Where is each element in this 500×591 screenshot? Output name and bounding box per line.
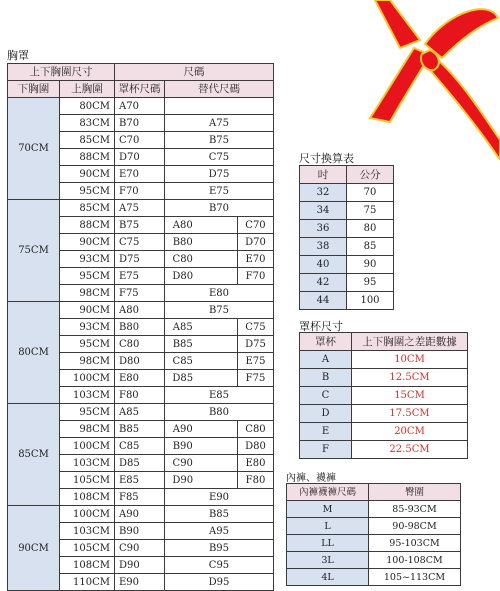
over-bust-cell: 98CM <box>60 421 115 438</box>
alt-size-cell: A75 <box>165 115 274 132</box>
row-value-cell: 100-108CM <box>369 552 461 569</box>
pants-table-title: 內褲、襪褲 <box>286 473 336 484</box>
row-value-cell: 20CM <box>352 423 468 441</box>
ribbon-bow-graphic <box>330 0 500 160</box>
table-row <box>8 302 274 319</box>
table-row <box>300 202 394 220</box>
alt-size-cell <box>201 472 238 489</box>
cup-table <box>299 332 468 459</box>
cup-size-cell: B90 <box>115 523 165 540</box>
row-key-cell: 4L <box>287 569 369 586</box>
over-bust-cell: 103CM <box>60 523 115 540</box>
cup-size-cell: E90 <box>115 574 165 591</box>
row-key-cell: B <box>300 369 352 387</box>
cup-size-cell: C85 <box>115 438 165 455</box>
alt-size-cell: D95 <box>165 574 274 591</box>
row-key-cell: D <box>300 405 352 423</box>
cup-size-cell: B80 <box>115 319 165 336</box>
cup-size-cell: F80 <box>115 387 165 404</box>
alt-size-cell: C95 <box>165 557 274 574</box>
over-bust-cell: 105CM <box>60 540 115 557</box>
alt-size-cell: E75 <box>238 353 274 370</box>
alt-size-cell: B75 <box>165 302 274 319</box>
row-value-cell: 85 <box>347 238 394 256</box>
alt-size-cell: E80 <box>165 285 274 302</box>
alt-size-cell: D90 <box>165 472 201 489</box>
over-bust-cell: 100CM <box>60 370 115 387</box>
conversion-table-title: 尺寸換算表 <box>299 152 354 165</box>
alt-size-cell: B85 <box>165 336 201 353</box>
row-key-cell: 36 <box>300 220 347 238</box>
table-row <box>300 274 394 292</box>
header-cell: 替代尺碼 <box>165 81 274 98</box>
row-value-cell: 17.5CM <box>352 405 468 423</box>
row-key-cell: E <box>300 423 352 441</box>
alt-size-cell: F75 <box>238 370 274 387</box>
alt-size-cell <box>201 370 238 387</box>
row-key-cell: M <box>287 501 369 518</box>
table-row <box>300 369 468 387</box>
alt-size-cell: A90 <box>165 421 201 438</box>
cup-size-cell: C75 <box>115 234 165 251</box>
alt-size-cell: E70 <box>238 251 274 268</box>
header-cell: 下胸圍 <box>8 81 60 98</box>
alt-size-cell <box>201 217 238 234</box>
cup-table-title: 罩杯尺寸 <box>299 320 343 333</box>
alt-size-cell: D70 <box>238 234 274 251</box>
over-bust-cell: 103CM <box>60 387 115 404</box>
alt-size-cell: C90 <box>165 455 201 472</box>
table-row <box>300 220 394 238</box>
cup-size-cell: F70 <box>115 183 165 200</box>
over-bust-cell: 95CM <box>60 336 115 353</box>
row-key-cell: A <box>300 351 352 369</box>
over-bust-cell: 98CM <box>60 285 115 302</box>
table-row <box>8 506 274 523</box>
table-row <box>300 238 394 256</box>
alt-size-cell: B75 <box>165 132 274 149</box>
row-value-cell: 22.5CM <box>352 441 468 459</box>
alt-size-cell: B80 <box>165 404 274 421</box>
row-value-cell: 15CM <box>352 387 468 405</box>
alt-size-cell: D75 <box>165 166 274 183</box>
alt-size-cell: D75 <box>238 336 274 353</box>
table-row <box>287 501 461 518</box>
alt-size-cell <box>201 438 238 455</box>
under-bust-cell: 85CM <box>8 404 60 506</box>
over-bust-cell: 90CM <box>60 234 115 251</box>
cup-size-cell: A85 <box>115 404 165 421</box>
row-value-cell: 105~113CM <box>369 569 461 586</box>
alt-size-cell <box>201 268 238 285</box>
row-value-cell: 90 <box>347 256 394 274</box>
header-row <box>300 166 394 184</box>
cup-size-cell: B70 <box>115 115 165 132</box>
under-bust-cell: 80CM <box>8 302 60 404</box>
row-key-cell: 32 <box>300 184 347 202</box>
cup-size-cell: C90 <box>115 540 165 557</box>
row-value-cell: 90-98CM <box>369 518 461 535</box>
over-bust-cell: 88CM <box>60 217 115 234</box>
alt-size-cell: C80 <box>165 251 201 268</box>
cup-size-cell: C80 <box>115 336 165 353</box>
table-row <box>287 518 461 535</box>
cup-size-cell: A80 <box>115 302 165 319</box>
row-key-cell: 3L <box>287 552 369 569</box>
table-row <box>8 404 274 421</box>
cup-size-cell: F75 <box>115 285 165 302</box>
over-bust-cell: 105CM <box>60 472 115 489</box>
cup-size-cell: F85 <box>115 489 165 506</box>
header-cell: 內褲襪褲尺碼 <box>287 484 369 501</box>
over-bust-cell: 103CM <box>60 455 115 472</box>
alt-size-cell: B90 <box>165 438 201 455</box>
over-bust-cell: 88CM <box>60 149 115 166</box>
row-key-cell: 42 <box>300 274 347 292</box>
row-value-cell: 12.5CM <box>352 369 468 387</box>
alt-size-cell <box>201 455 238 472</box>
header-cell: 上下胸圍尺寸 <box>8 64 115 81</box>
alt-size-cell: E85 <box>165 387 274 404</box>
over-bust-cell: 100CM <box>60 506 115 523</box>
alt-size-cell: E80 <box>238 455 274 472</box>
conversion-table <box>299 165 394 310</box>
over-bust-cell: 93CM <box>60 251 115 268</box>
cup-size-cell: E70 <box>115 166 165 183</box>
table-row <box>8 98 274 115</box>
over-bust-cell: 93CM <box>60 319 115 336</box>
alt-size-cell: B70 <box>165 200 274 217</box>
header-cell: 罩杯 <box>300 333 352 351</box>
over-bust-cell: 83CM <box>60 115 115 132</box>
header-cell: 臀圍 <box>369 484 461 501</box>
over-bust-cell: 85CM <box>60 132 115 149</box>
row-value-cell: 95-103CM <box>369 535 461 552</box>
table-row <box>300 351 468 369</box>
table-row <box>287 552 461 569</box>
row-value-cell: 95 <box>347 274 394 292</box>
over-bust-cell: 95CM <box>60 183 115 200</box>
table-row <box>300 256 394 274</box>
row-value-cell: 80 <box>347 220 394 238</box>
alt-size-cell: A95 <box>165 523 274 540</box>
under-bust-cell: 75CM <box>8 200 60 302</box>
alt-size-cell: B85 <box>165 506 274 523</box>
alt-size-cell: C80 <box>238 421 274 438</box>
header-cell: 尺碼 <box>115 64 274 81</box>
cup-size-cell: E75 <box>115 268 165 285</box>
under-bust-cell: 90CM <box>8 506 60 591</box>
cup-size-cell: C70 <box>115 132 165 149</box>
over-bust-cell: 110CM <box>60 574 115 591</box>
alt-size-cell <box>201 234 238 251</box>
cup-size-cell: D90 <box>115 557 165 574</box>
row-key-cell: 40 <box>300 256 347 274</box>
header-cell: 罩杯尺碼 <box>115 81 165 98</box>
cup-size-cell: B75 <box>115 217 165 234</box>
alt-size-cell: D85 <box>165 370 201 387</box>
cup-size-cell: D70 <box>115 149 165 166</box>
row-value-cell: 10CM <box>352 351 468 369</box>
main-table-title: 胸罩 <box>7 49 29 62</box>
header-cell: 上下胸圍之差距數據 <box>352 333 468 351</box>
alt-size-cell: B95 <box>165 540 274 557</box>
alt-size-cell <box>201 251 238 268</box>
over-bust-cell: 95CM <box>60 268 115 285</box>
alt-size-cell: C75 <box>238 319 274 336</box>
row-value-cell: 70 <box>347 184 394 202</box>
table-row <box>287 535 461 552</box>
alt-size-cell: D80 <box>238 438 274 455</box>
alt-size-cell: E90 <box>165 489 274 506</box>
header-row <box>8 64 274 81</box>
alt-size-cell: C75 <box>165 149 274 166</box>
table-row <box>300 423 468 441</box>
row-key-cell: F <box>300 441 352 459</box>
alt-size-cell: F80 <box>238 472 274 489</box>
table-row <box>300 387 468 405</box>
over-bust-cell: 90CM <box>60 302 115 319</box>
cup-size-cell: A70 <box>115 98 165 115</box>
row-value-cell: 75 <box>347 202 394 220</box>
row-key-cell: C <box>300 387 352 405</box>
header-row <box>8 81 274 98</box>
alt-size-cell: C70 <box>238 217 274 234</box>
table-row <box>300 405 468 423</box>
row-key-cell: L <box>287 518 369 535</box>
cup-size-cell: E85 <box>115 472 165 489</box>
alt-size-cell: E75 <box>165 183 274 200</box>
bra-size-table <box>7 63 274 591</box>
row-key-cell: 44 <box>300 292 347 310</box>
alt-size-cell: B80 <box>165 234 201 251</box>
over-bust-cell: 108CM <box>60 489 115 506</box>
row-key-cell: 38 <box>300 238 347 256</box>
cup-size-cell: D75 <box>115 251 165 268</box>
alt-size-cell <box>201 353 238 370</box>
cup-size-cell: B85 <box>115 421 165 438</box>
header-cell: 上胸圍 <box>60 81 115 98</box>
pants-table <box>286 483 461 586</box>
over-bust-cell: 90CM <box>60 166 115 183</box>
header-cell: 吋 <box>300 166 347 184</box>
table-row <box>300 292 394 310</box>
header-row <box>287 484 461 501</box>
alt-size-cell <box>201 319 238 336</box>
header-cell: 公分 <box>347 166 394 184</box>
row-key-cell: 34 <box>300 202 347 220</box>
cup-size-cell: E80 <box>115 370 165 387</box>
over-bust-cell: 85CM <box>60 200 115 217</box>
alt-size-cell: A85 <box>165 319 201 336</box>
over-bust-cell: 98CM <box>60 353 115 370</box>
table-row <box>8 200 274 217</box>
over-bust-cell: 95CM <box>60 404 115 421</box>
row-value-cell: 100 <box>347 292 394 310</box>
header-row <box>300 333 468 351</box>
under-bust-cell: 70CM <box>8 98 60 200</box>
cup-size-cell: D85 <box>115 455 165 472</box>
alt-size-cell <box>201 336 238 353</box>
cup-size-cell: A75 <box>115 200 165 217</box>
over-bust-cell: 108CM <box>60 557 115 574</box>
row-key-cell: LL <box>287 535 369 552</box>
alt-size-cell <box>201 421 238 438</box>
cup-size-cell: D80 <box>115 353 165 370</box>
alt-size-cell: A80 <box>165 217 201 234</box>
alt-size-cell: F70 <box>238 268 274 285</box>
alt-size-cell <box>165 98 274 115</box>
alt-size-cell: C85 <box>165 353 201 370</box>
over-bust-cell: 80CM <box>60 98 115 115</box>
cup-size-cell: A90 <box>115 506 165 523</box>
alt-size-cell: D80 <box>165 268 201 285</box>
table-row <box>300 441 468 459</box>
row-value-cell: 85-93CM <box>369 501 461 518</box>
over-bust-cell: 100CM <box>60 438 115 455</box>
table-row <box>300 184 394 202</box>
